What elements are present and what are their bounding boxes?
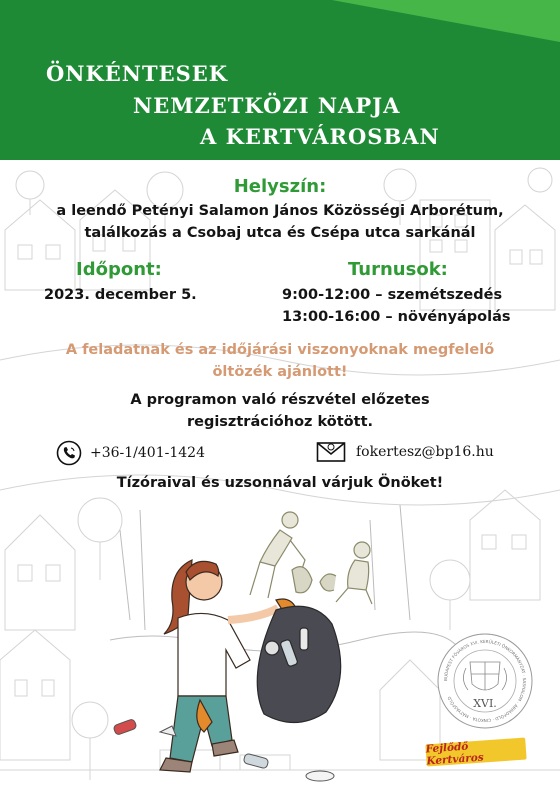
shift-item-1: 9:00-12:00 – szemétszedés <box>282 287 503 303</box>
phone-number[interactable]: +36-1/401-1424 <box>90 445 205 461</box>
district-seal <box>436 632 534 730</box>
logo-text: Fejlődő Kertváros <box>425 740 485 768</box>
location-line-2: találkozás a Csobaj utca és Csépa utca sarkánál <box>84 225 476 241</box>
shift-item-2: 13:00-16:00 – növényápolás <box>282 309 511 325</box>
location-line-1: a leendő Petényi Salamon János Közösségi Arborétum, <box>56 203 504 219</box>
clothing-notice-line-2: öltözék ajánlott! <box>212 364 348 380</box>
title-line-3: A KERTVÁROSBAN <box>200 124 440 149</box>
email-address[interactable]: fokertesz@bp16.hu <box>356 444 494 460</box>
date-heading: Időpont: <box>76 259 162 280</box>
date-value: 2023. december 5. <box>44 287 197 303</box>
header-banner <box>0 0 560 160</box>
title-line-2: NEMZETKÖZI NAPJA <box>133 93 401 118</box>
registration-line-2: regisztrációhoz kötött. <box>186 414 374 430</box>
location-heading: Helyszín: <box>233 176 327 197</box>
envelope-icon <box>316 440 346 464</box>
phone-icon <box>56 440 82 466</box>
registration-line-1: A programon való részvétel előzetes <box>130 392 430 408</box>
clothing-notice-line-1: A feladatnak és az időjárási viszonyoknak megfelelő <box>65 342 495 358</box>
email-contact <box>316 440 494 464</box>
phone-contact <box>56 440 205 466</box>
closing-message: Tízóraival és uzsonnával várjuk Önöket! <box>116 475 444 491</box>
seal-numeral: XVI. <box>473 697 497 710</box>
seal-ring-text: BUDAPEST FŐVÁROS XVI. KERÜLETI ÖNKORMÁNYZAT · SASHALOM · ÁRPÁDFÖLD · CINKOTA · MÁTYÁSFÖLD <box>442 638 528 724</box>
volunteers-illustration <box>100 500 460 792</box>
title-line-1: ÖNKÉNTESEK <box>46 61 228 86</box>
shifts-heading: Turnusok: <box>348 259 448 280</box>
